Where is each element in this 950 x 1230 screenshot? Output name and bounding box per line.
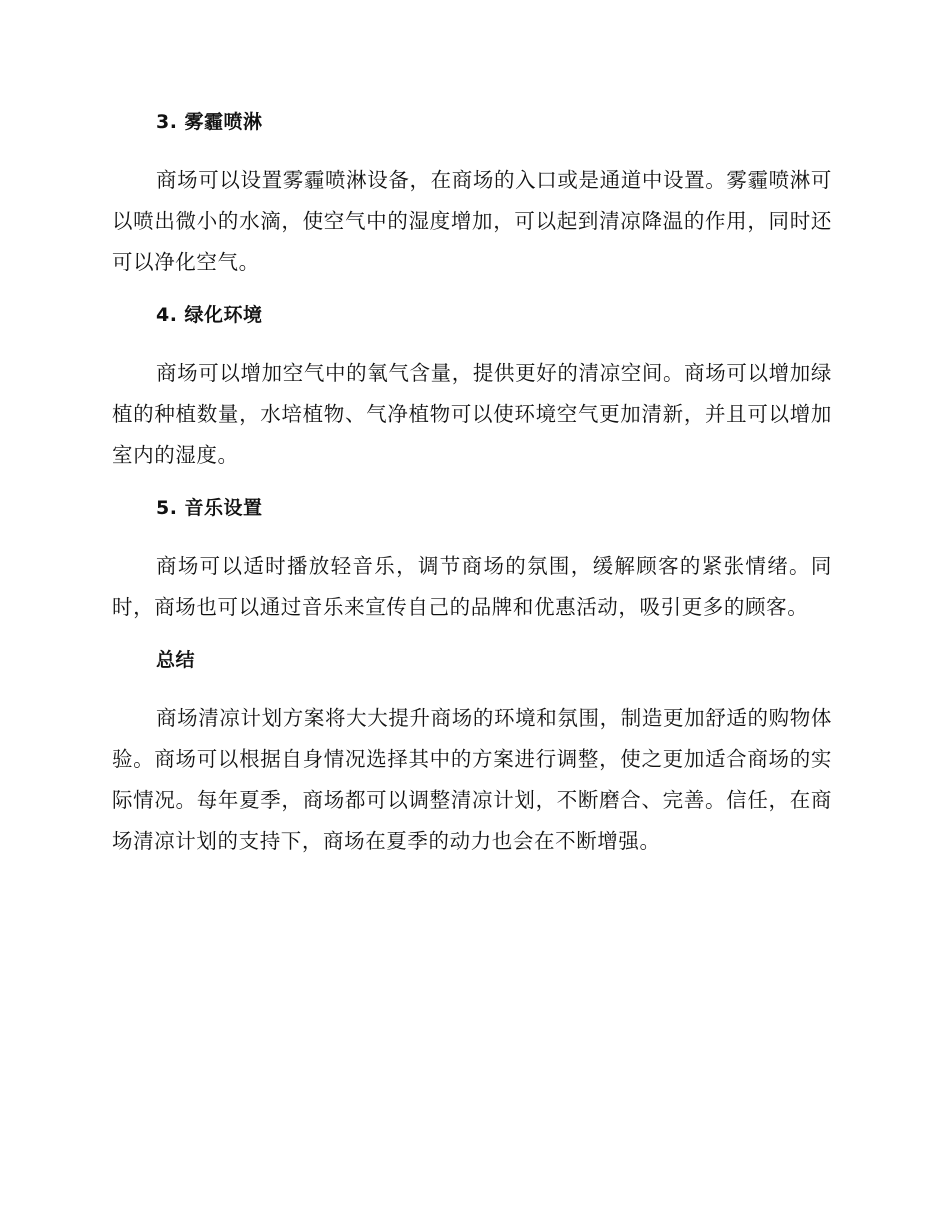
- section-heading: 总结: [156, 649, 196, 671]
- section-heading: 4. 绿化环境: [156, 304, 263, 326]
- section-paragraph: 商场可以适时播放轻音乐，调节商场的氛围，缓解顾客的紧张情绪。同时，商场也可以通过音乐来宣传自己的品牌和优惠活动，吸引更多的顾客。: [112, 554, 832, 619]
- section-paragraph: 商场清凉计划方案将大大提升商场的环境和氛围，制造更加舒适的购物体验。商场可以根据自身情况选择其中的方案进行调整，使之更加适合商场的实际情况。每年夏季，商场都可以调整清凉计划，不断磨合、完善。信任，在商场清凉计划的支持下，商场在夏季的动力也会在不断增强。: [112, 706, 832, 853]
- section-summary: [112, 646, 832, 862]
- document-page: [112, 108, 832, 880]
- section-paragraph: 商场可以增加空气中的氧气含量，提供更好的清凉空间。商场可以增加绿植的种植数量，水培植物、气净植物可以使环境空气更加清新，并且可以增加室内的湿度。: [112, 361, 832, 467]
- section-mist-spray: [112, 108, 832, 283]
- section-music: [112, 494, 832, 628]
- section-paragraph: 商场可以设置雾霾喷淋设备，在商场的入口或是通道中设置。雾霾喷淋可以喷出微小的水滴，使空气中的湿度增加，可以起到清凉降温的作用，同时还可以净化空气。: [112, 168, 832, 274]
- section-heading: 3. 雾霾喷淋: [156, 111, 263, 133]
- section-greening: [112, 301, 832, 476]
- section-heading: 5. 音乐设置: [156, 497, 263, 519]
